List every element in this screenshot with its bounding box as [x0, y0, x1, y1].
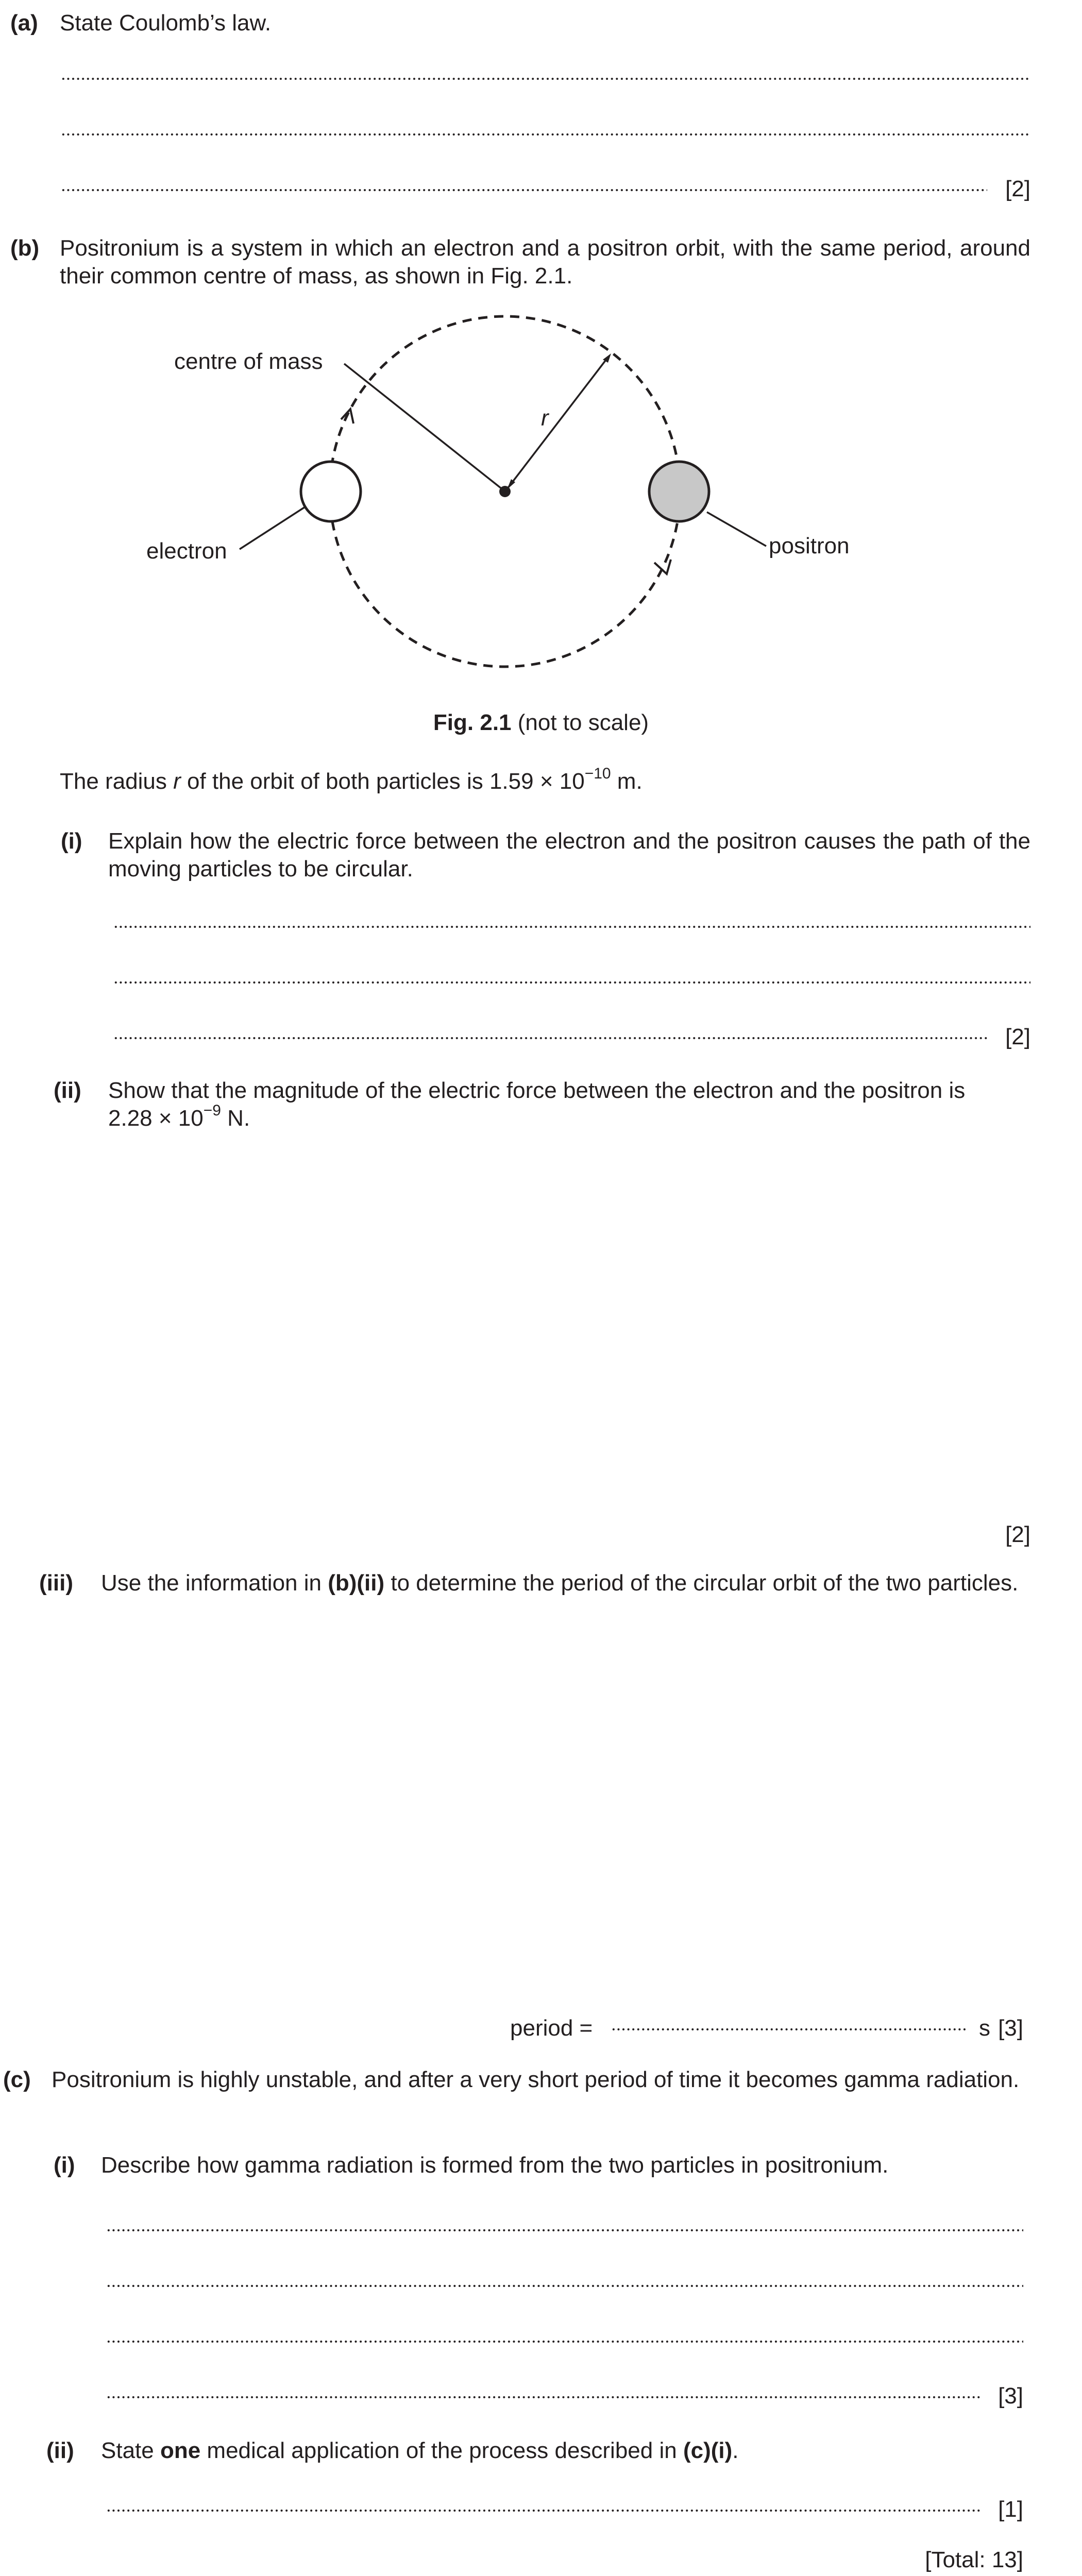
part-b-ii-question: Show that the magnitude of the electric force between the electron and the positron is — [108, 1078, 966, 1103]
part-b-iii-reference: (b)(ii) — [328, 1570, 385, 1596]
answer-line[interactable] — [113, 980, 1030, 985]
part-c-intro: Positronium is highly unstable, and after a very short period of time it becomes gamma radiation. — [52, 2067, 1020, 2092]
part-b-ii-label: (ii) — [54, 1078, 81, 1103]
period-answer-field[interactable] — [611, 2027, 966, 2032]
answer-line[interactable] — [106, 2283, 1023, 2289]
centre-of-mass-dot — [499, 486, 511, 497]
centre-of-mass-pointer — [344, 364, 504, 490]
figure-caption-number: Fig. 2.1 — [433, 710, 512, 735]
part-c-i-question: Describe how gamma radiation is formed from the two particles in positronium. — [101, 2153, 889, 2178]
part-b-i-question: Explain how the electric force between the electron and the positron causes the path of the moving particles to be circular. — [108, 828, 1030, 882]
force-exponent: −9 — [203, 1102, 221, 1120]
part-a-label: (a) — [10, 10, 38, 36]
part-c-i-mark: [3] — [998, 2383, 1023, 2409]
part-c-ii-text-start: State — [101, 2438, 160, 2463]
part-b-intro: Positronium is a system in which an electron and a positron orbit, with the same period, around their common centre of mass, as shown in Fig. 2.1. — [60, 235, 1030, 289]
answer-line[interactable] — [106, 2339, 1023, 2344]
positron-label: positron — [769, 533, 850, 558]
electron-pointer — [240, 507, 305, 549]
part-c-ii-emphasis: one — [160, 2438, 201, 2463]
force-value: 2.28 × 10 — [108, 1106, 204, 1131]
part-a-mark: [2] — [1005, 176, 1030, 201]
part-b-iii-question — [101, 1569, 1023, 1597]
answer-line[interactable] — [113, 924, 1030, 929]
positron-pointer — [707, 512, 766, 546]
part-c-label: (c) — [3, 2067, 31, 2092]
part-b-iii-text-end: to determine the period of the circular orbit of the two particles. — [384, 1570, 1019, 1596]
part-b-i-mark: [2] — [1005, 1024, 1030, 1049]
centre-of-mass-label: centre of mass — [174, 349, 323, 374]
electron-circle — [301, 462, 361, 521]
radius-label: r — [541, 405, 549, 431]
answer-line[interactable] — [61, 188, 987, 193]
answer-line[interactable] — [61, 132, 1029, 137]
part-c-ii-text-end: . — [732, 2438, 739, 2463]
answer-line[interactable] — [61, 76, 1029, 81]
electron-label: electron — [146, 538, 227, 564]
part-b-ii-value — [108, 1102, 250, 1132]
part-c-ii-label: (ii) — [46, 2438, 74, 2463]
part-b-iii-text-start: Use the information in — [101, 1570, 328, 1596]
radius-symbol: r — [173, 769, 181, 794]
positron-circle — [649, 462, 709, 521]
part-b-ii-mark: [2] — [1005, 1522, 1030, 1547]
total-marks: [Total: 13] — [925, 2547, 1023, 2572]
part-b-iii-label: (iii) — [39, 1570, 73, 1596]
part-a-question: State Coulomb’s law. — [60, 10, 272, 36]
part-b-label: (b) — [10, 235, 40, 261]
answer-line[interactable] — [106, 2508, 982, 2513]
part-c-i-label: (i) — [54, 2153, 75, 2178]
period-answer-label: period = — [510, 2015, 593, 2041]
answer-line[interactable] — [106, 2395, 982, 2400]
figure-caption-note: (not to scale) — [511, 710, 649, 735]
orbit-direction-arrow-right — [654, 560, 671, 574]
period-unit: s — [979, 2015, 990, 2041]
part-c-ii-question — [101, 2437, 739, 2465]
radius-exponent: −10 — [584, 765, 611, 783]
answer-line[interactable] — [106, 2228, 1023, 2233]
figure-caption — [0, 709, 1082, 737]
figure-positronium-orbit — [0, 309, 1082, 701]
radius-statement — [60, 765, 643, 795]
force-unit: N. — [221, 1106, 250, 1131]
part-c-ii-mark: [1] — [998, 2497, 1023, 2522]
radius-text-value: of the orbit of both particles is 1.59 × 10 — [180, 769, 585, 794]
answer-line[interactable] — [113, 1036, 989, 1041]
part-c-ii-text-middle: medical application of the process described in — [200, 2438, 683, 2463]
part-b-i-label: (i) — [61, 828, 82, 854]
radius-text-start: The radius — [60, 769, 174, 794]
radius-unit: m. — [611, 769, 643, 794]
part-b-iii-mark: [3] — [998, 2015, 1023, 2041]
part-c-ii-reference: (c)(i) — [683, 2438, 733, 2463]
radius-line — [508, 359, 607, 488]
